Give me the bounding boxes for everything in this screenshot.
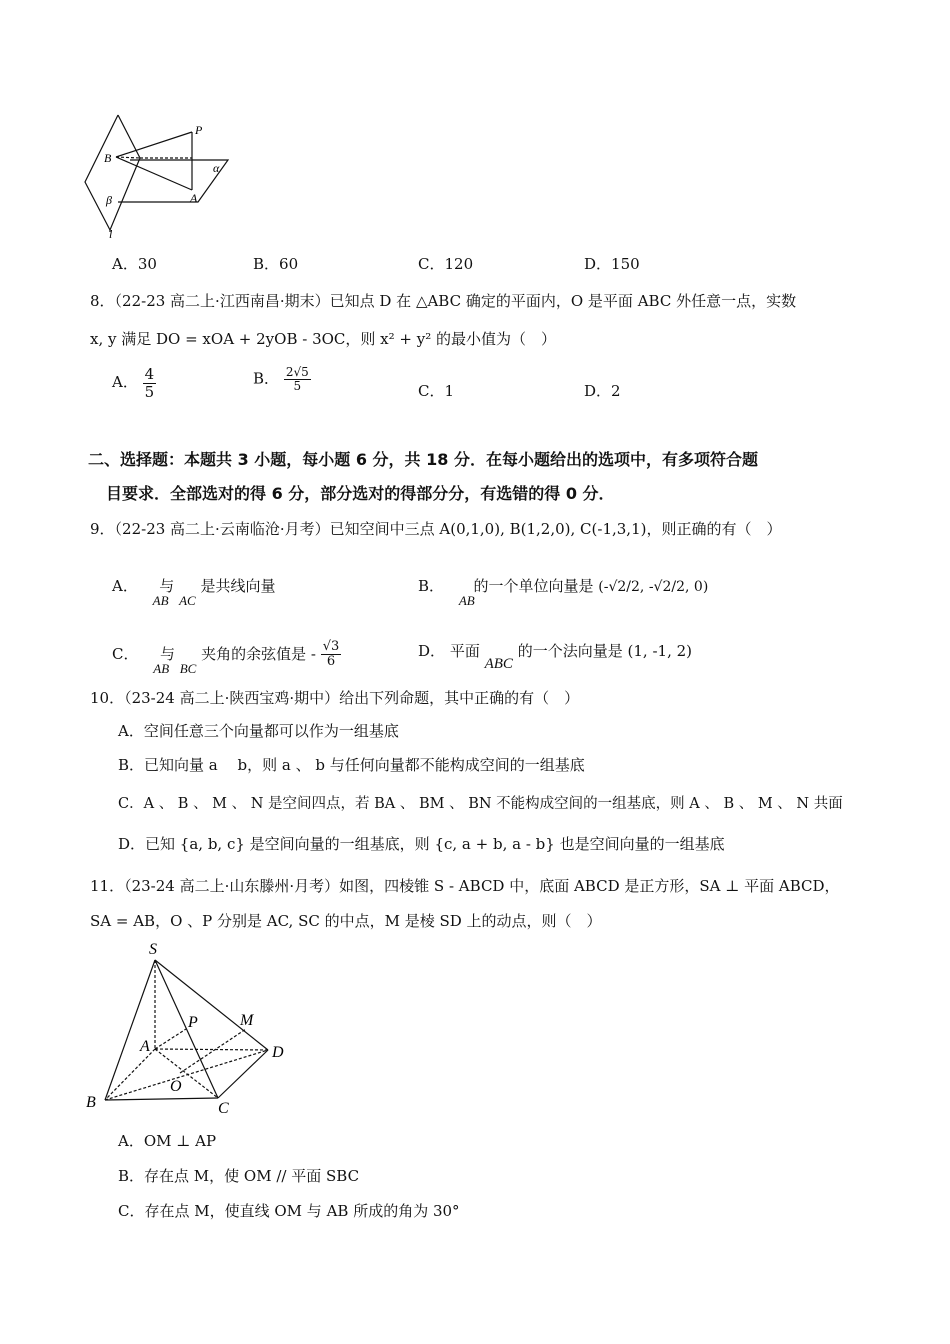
segment-BA [116, 157, 192, 190]
seg-AP [155, 1029, 186, 1049]
diag-AC [155, 1049, 218, 1098]
section2-heading-line2: 目要求．全部选对的得 6 分，部分选对的得部分分，有选错的得 0 分． [106, 484, 615, 503]
edge-SC [155, 960, 218, 1098]
dashed-hidden-2 [116, 157, 140, 158]
label-D: D [272, 1044, 284, 1061]
q11-figure [80, 935, 300, 1115]
q8-stem-line2: x, y 满足 DO = xOA + 2yOB - 3OC，则 x² + y² 的最小值为（ ） [90, 330, 556, 348]
edge-BC [105, 1098, 218, 1100]
vector-AC: AC [179, 593, 196, 608]
vector-BC: BC [179, 660, 197, 676]
q11-stem-line2: SA = AB，O 、P 分别是 AC, SC 的中点，M 是棱 SD 上的动点，则（ ） [90, 912, 602, 930]
q10-stem: 10．（23-24 高二上·陕西宝鸡·期中）给出下列命题，其中正确的有（ ） [90, 689, 580, 707]
label-l: l [109, 227, 113, 240]
q10-option-c[interactable]: C．A 、 B 、 M 、 N 是空间四点，若 BA 、 BM 、 BN 不能构成空间的一组基底，则 A 、 B 、 M 、 N 共面 [118, 796, 843, 812]
q11-option-c[interactable]: C．存在点 M，使直线 OM 与 AB 所成的角为 30° [118, 1202, 460, 1220]
q8-option-a[interactable]: A． $\frac{4}{5}$ [112, 365, 155, 401]
q8-source: （22-23 高二上·江西南昌·期末） [114, 292, 330, 310]
q9-stem: 9．（22-23 高二上·云南临沧·月考）已知空间中三点 A(0,1,0), B(1,2,0), C(-1,3,1)，则正确的有（ ） [90, 520, 782, 538]
vector-AB: AB [152, 593, 169, 608]
q7-option-c[interactable]: C．120 [418, 255, 474, 273]
label-O: O [170, 1078, 182, 1095]
label-alpha: α [213, 161, 220, 175]
q10-option-d[interactable]: D．已知 {a, b, c} 是空间向量的一组基底，则 {c, a + b, a - b} 也是空间向量的一组基底 [118, 835, 725, 853]
q11-option-b[interactable]: B．存在点 M，使 OM // 平面 SBC [118, 1167, 360, 1185]
normal-vector: (1, -1, 2) [627, 642, 693, 660]
unit-vector: (-√2/2, -√2/2, 0) [598, 579, 709, 595]
edge-SB [105, 960, 155, 1100]
q8-number: 8． [90, 292, 115, 310]
label-A: A [190, 191, 198, 205]
q7-figure [80, 110, 240, 240]
edge-CD [218, 1050, 268, 1098]
plane-ABC: ABC [484, 656, 513, 672]
q8-option-c[interactable]: C．1 [418, 382, 455, 400]
q8-stem: 已知点 D 在 △ABC 确定的平面内，O 是平面 ABC 外任意一点，实数 [329, 292, 797, 310]
q8-option-b[interactable]: B． $\frac{2√5}{5}$ [253, 365, 309, 394]
q7-option-b[interactable]: B．60 [253, 255, 299, 273]
q8-option-d[interactable]: D．2 [584, 382, 621, 400]
vector-AB: AB [458, 593, 475, 608]
fraction: $\frac{4}{5}$ [144, 365, 155, 401]
label-beta: β [106, 193, 112, 207]
q7-option-d[interactable]: D．150 [584, 255, 640, 273]
q11-stem-line1: 11．（23-24 高二上·山东滕州·月考）如图，四棱锥 S - ABCD 中，底面 ABCD 是正方形，SA ⊥ 平面 ABCD， [90, 877, 840, 895]
label-P: P [195, 123, 203, 137]
segment-BP [116, 132, 192, 157]
plane-beta [85, 115, 140, 230]
fraction: $\frac{2√5}{5}$ [285, 365, 309, 394]
fraction: $\frac{√3}{6}$ [322, 639, 340, 670]
edge-AD [155, 1049, 268, 1050]
label-B: B [86, 1094, 96, 1111]
edge-SD [155, 960, 268, 1050]
label-P: P [188, 1014, 198, 1031]
label-C: C [218, 1100, 229, 1115]
q9-option-a[interactable]: A． AB 与 AC 是共线向量 [112, 577, 276, 608]
label-A: A [140, 1038, 150, 1055]
q10-option-a[interactable]: A．空间任意三个向量都可以作为一组基底 [118, 722, 399, 740]
label-M: M [240, 1012, 254, 1029]
q9-option-c[interactable]: C． AB 与 BC 夹角的余弦值是 - $\frac{√3}{6}$ [112, 639, 340, 676]
q9-option-b[interactable]: B． AB 的一个单位向量是 (-√2/2, -√2/2, 0) [418, 577, 709, 608]
label-B: B [104, 151, 112, 165]
q7-option-a[interactable]: A．30 [112, 255, 157, 273]
q10-option-b[interactable]: B．已知向量 a b，则 a 、 b 与任何向量都不能构成空间的一组基底 [118, 756, 585, 774]
q9-option-d[interactable]: D． 平面 ABC 的一个法向量是 (1, -1, 2) [418, 642, 693, 672]
q11-option-a[interactable]: A．OM ⊥ AP [118, 1132, 217, 1150]
vector-AB: AB [153, 660, 170, 676]
label-S: S [149, 941, 157, 958]
section2-heading-line1: 二、选择题：本题共 3 小题，每小题 6 分，共 18 分．在每小题给出的选项中，有多项符合题 [88, 450, 758, 469]
q8-stem-line1 [90, 290, 796, 311]
plane-alpha [118, 160, 228, 202]
